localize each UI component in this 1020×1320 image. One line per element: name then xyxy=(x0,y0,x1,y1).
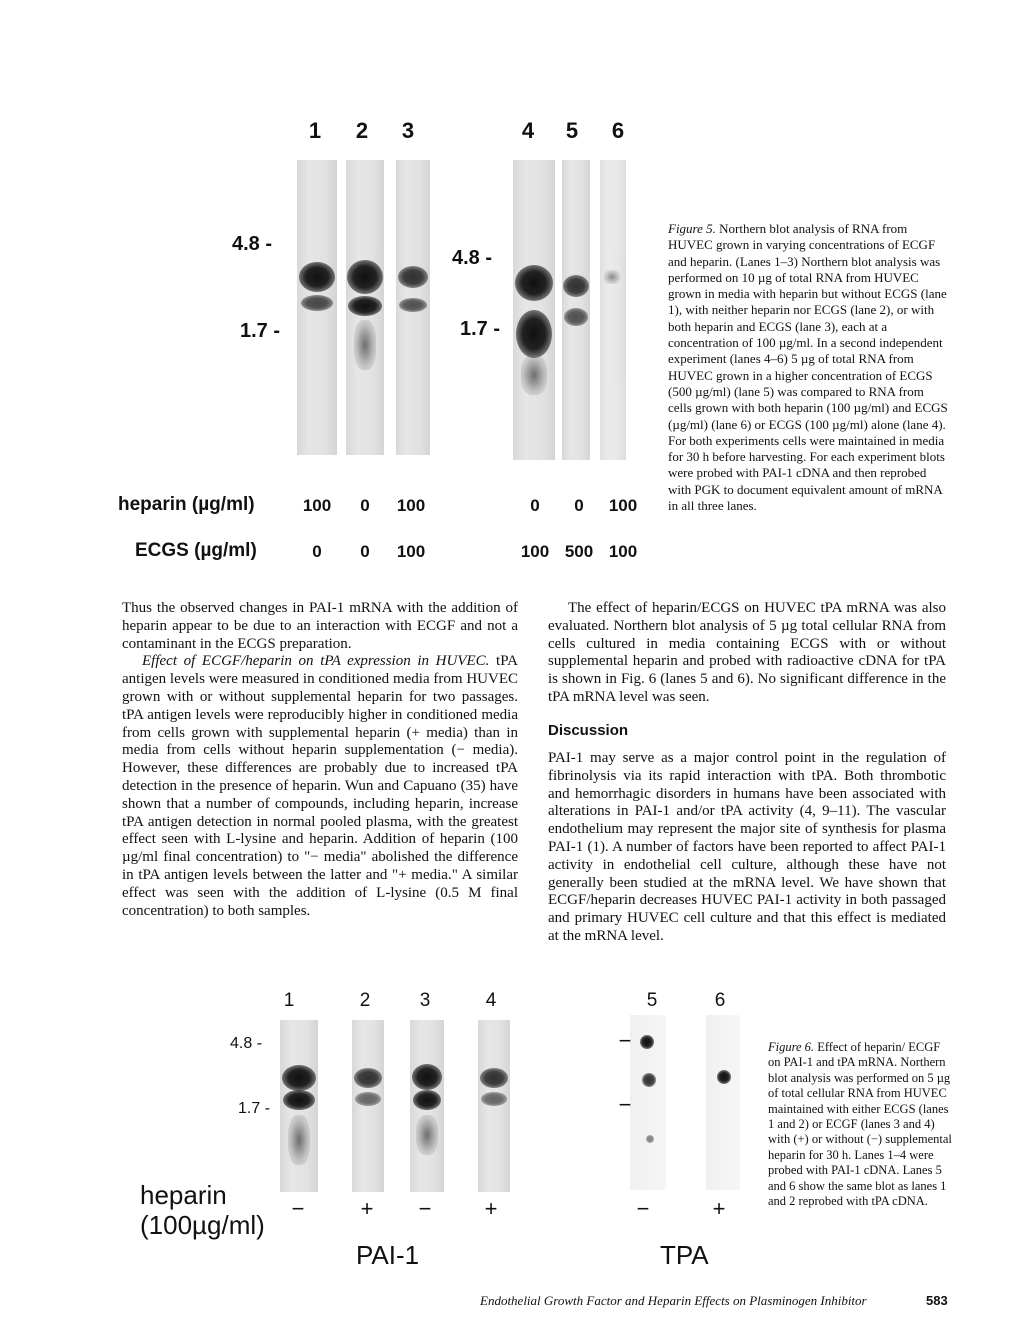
fig6-caption xyxy=(768,1040,953,1209)
fig6-lane-number: 1 xyxy=(283,990,295,1011)
fig5-band xyxy=(564,308,588,326)
fig5-lane xyxy=(297,160,337,455)
fig5-band xyxy=(563,275,589,297)
fig5-caption xyxy=(668,221,948,514)
fig5-mw-marker: 4.8 - xyxy=(232,233,273,255)
fig6-lane xyxy=(706,1015,740,1190)
fig5-band xyxy=(299,262,335,292)
left-para-2-text: tPA antigen levels were measured in conditioned media from HUVEC grown with or without supplemental heparin for two passages. tPA antigen levels were reproducibly higher in conditioned media from cells grown with supplemental heparin (+ media) than in media from cells without heparin supplementation (− media). However, these differences are probably due to increased tPA detection in the presence of heparin. Wun and Capuano (35) have shown that a number of compounds, including heparin, increase tPA antigen detection in normal pooled plasma, with the greatest effect seen with L-lysine and heparin. Addition of heparin (100 µg/ml final concentration) to "− media" abolished the difference in tPA antigen levels between the latter and "+ media." A similar effect was seen with the addition of L-lysine (0.5 M final concentration) to both samples. xyxy=(122,653,519,919)
fig5-band xyxy=(516,310,552,358)
fig5-heparin-value: 0 xyxy=(574,496,584,515)
fig6-band xyxy=(412,1064,442,1090)
fig6-lane-number: 4 xyxy=(485,990,497,1011)
fig5-heparin-value: 100 xyxy=(302,496,332,515)
fig6-band xyxy=(354,1068,382,1088)
fig6-band xyxy=(413,1090,441,1110)
fig5-lane-number: 5 xyxy=(565,118,579,143)
right-para-1: The effect of heparin/ECGS on HUVEC tPA mRNA was also evaluated. Northern blot analysis of 5 µg total cellular RNA from cells cultured in media containing ECGS with or without supplemental heparin and probed with radioactive cDNA for tPA is shown in Fig. 6 (lanes 5 and 6). No significant difference in the tPA mRNA level was seen. xyxy=(548,600,946,705)
fig6-lane xyxy=(280,1020,318,1192)
fig6-smear xyxy=(288,1115,310,1165)
fig6-sign: − xyxy=(418,1196,432,1221)
fig5-lane xyxy=(346,160,384,455)
fig5-mw-marker: 4.8 - xyxy=(452,247,493,269)
fig5-mw-marker: 1.7 - xyxy=(460,318,501,340)
fig5-lane xyxy=(513,160,555,460)
fig5-heparin-label: heparin (µg/ml) xyxy=(118,494,255,515)
fig6-lane xyxy=(478,1020,510,1192)
fig5-ecgs-value: 0 xyxy=(360,542,370,561)
fig6-lane-number: 5 xyxy=(646,990,658,1011)
fig5-ecgs-value: 500 xyxy=(564,542,594,561)
fig6-caption-title: Figure 6. xyxy=(768,1040,815,1054)
fig5-ecgs-value: 100 xyxy=(520,542,550,561)
fig5-caption-title: Figure 5. xyxy=(668,221,716,236)
fig5-heparin-value: 100 xyxy=(396,496,426,515)
fig5-mw-marker: 1.7 - xyxy=(240,320,281,342)
fig5-lane xyxy=(600,160,626,460)
fig6-band xyxy=(642,1073,656,1087)
fig5-heparin-value: 0 xyxy=(360,496,370,515)
fig6-sign: − xyxy=(636,1196,650,1221)
fig6-lane xyxy=(352,1020,384,1192)
fig5-band xyxy=(347,260,383,294)
fig6-heparin-concentration: (100µg/ml) xyxy=(140,1210,265,1240)
fig5-band xyxy=(348,296,382,316)
fig6-band xyxy=(480,1068,508,1088)
left-para-1: Thus the observed changes in PAI-1 mRNA with the addition of heparin appear to be due to an interaction with ECGF and not a contaminant in the ECGS preparation. xyxy=(122,600,518,652)
fig5-lane-number: 1 xyxy=(308,118,322,143)
fig6-band xyxy=(282,1065,316,1091)
fig5-ecgs-value: 100 xyxy=(608,542,638,561)
left-para-2-title: Effect of ECGF/heparin on tPA expression in HUVEC. xyxy=(142,653,490,670)
fig6-band xyxy=(283,1090,315,1110)
fig5-heparin-value: 0 xyxy=(530,496,540,515)
running-title: Endothelial Growth Factor and Heparin Effects on Plasminogen Inhibitor xyxy=(480,1293,867,1308)
right-column-text xyxy=(548,600,946,707)
fig6-lane xyxy=(410,1020,444,1192)
fig6-pai-label: PAI-1 xyxy=(356,1240,420,1270)
fig5-smear xyxy=(604,270,620,284)
left-column-text xyxy=(122,600,518,920)
fig6-smear xyxy=(416,1115,438,1155)
fig6-tpa-marker: − xyxy=(618,1028,632,1053)
fig6-band xyxy=(481,1092,507,1106)
discussion-heading: Discussion xyxy=(548,722,629,739)
fig6-lane-number: 2 xyxy=(359,990,371,1011)
fig5-heparin-value: 100 xyxy=(608,496,638,515)
fig5-lane-number: 6 xyxy=(611,118,625,143)
page-number: 583 xyxy=(926,1293,948,1308)
fig6-lane-number: 3 xyxy=(419,990,431,1011)
discussion-text xyxy=(548,750,946,946)
fig6-mw-marker: 4.8 - xyxy=(230,1035,263,1052)
fig6-tpa-label: TPA xyxy=(660,1240,709,1270)
fig5-lane-number: 2 xyxy=(355,118,369,143)
fig6-band xyxy=(646,1135,654,1143)
fig5-lane xyxy=(562,160,590,460)
fig5-lane-number: 4 xyxy=(521,118,535,143)
fig6-lane-number: 6 xyxy=(714,990,726,1011)
fig6-band xyxy=(640,1035,654,1049)
fig5-band xyxy=(301,295,333,311)
fig6-mw-marker: 1.7 - xyxy=(238,1100,271,1117)
fig5-smear xyxy=(354,320,376,370)
fig5-band xyxy=(515,265,553,301)
fig6-sign: − xyxy=(291,1196,305,1221)
discussion-para: PAI-1 may serve as a major control point in the regulation of fibrinolysis via its rapid interaction with tPA. Both thrombotic and hemorrhagic disorders in humans have been associated with alterations in PAI-1 and/or tPA activity (4, 9–11). The vascular endothelium may represent the major site of synthesis for plasma PAI-1 (1). A number of factors have been reported to affect PAI-1 activity in endothelial cell culture, although these have not generally been studied at the mRNA level. We have shown that ECGF/heparin decreases HUVEC PAI-1 activity in both passaged and primary HUVEC cell culture and that this effect is mediated at the mRNA level. xyxy=(548,750,946,944)
fig5-lane xyxy=(396,160,430,455)
fig6-sign: + xyxy=(484,1196,498,1221)
fig5-ecgs-value: 100 xyxy=(396,542,426,561)
fig6-sign: + xyxy=(360,1196,374,1221)
fig5-band xyxy=(399,298,427,312)
fig6-tpa-marker: − xyxy=(618,1092,632,1117)
fig6-band xyxy=(355,1092,381,1106)
fig6-caption-text: Effect of heparin/ ECGF on PAI-1 and tPA mRNA. Northern blot analysis was performed on 5 µg of total cellular RNA from HUVEC maintained with either ECGS (lanes 1 and 2) or ECGF (lanes 3 and 4) with (+) or without (−) supplemental heparin for 30 h. Lanes 1–4 were probed with PAI-1 cDNA. Lanes 5 and 6 show the same blot as lanes 1 and 2 reprobed with tPA cDNA. xyxy=(768,1040,952,1209)
fig5-ecgs-value: 0 xyxy=(312,542,322,561)
fig5-ecgs-label: ECGS (µg/ml) xyxy=(135,540,257,561)
fig5-caption-text: Northern blot analysis of RNA from HUVEC grown in varying concentrations of ECGF and heparin. (Lanes 1–3) Northern blot analysis was performed on 10 µg of total RNA from HUVEC grown in media with heparin but without ECGS (lane 1), with neither heparin nor ECGS (lane 2), or with both heparin and ECGS (lane 3), each at a concentration of 100 µg/ml. In a second independent experiment (lanes 4–6) 5 µg of total RNA from HUVEC grown in a higher concentration of ECGS (500 µg/ml) (lane 5) was compared to RNA from cells grown with both heparin (100 µg/ml) and ECGS (µg/ml) (lane 6) or ECGS (100 µg/ml) alone (lane 4). For both experiments cells were maintained in media for 30 h before harvesting. For each experiment blots were probed with PAI-1 cDNA and then reprobed with PGK to document equivalent amount of mRNA in all three lanes. xyxy=(668,221,948,514)
fig5-lane-number: 3 xyxy=(401,118,415,143)
left-para-2 xyxy=(122,653,518,920)
fig6-heparin-label: heparin xyxy=(140,1180,227,1210)
fig5-band xyxy=(398,266,428,288)
fig5-smear xyxy=(521,355,547,395)
fig6-band xyxy=(717,1070,731,1084)
fig6-sign: + xyxy=(712,1196,726,1221)
